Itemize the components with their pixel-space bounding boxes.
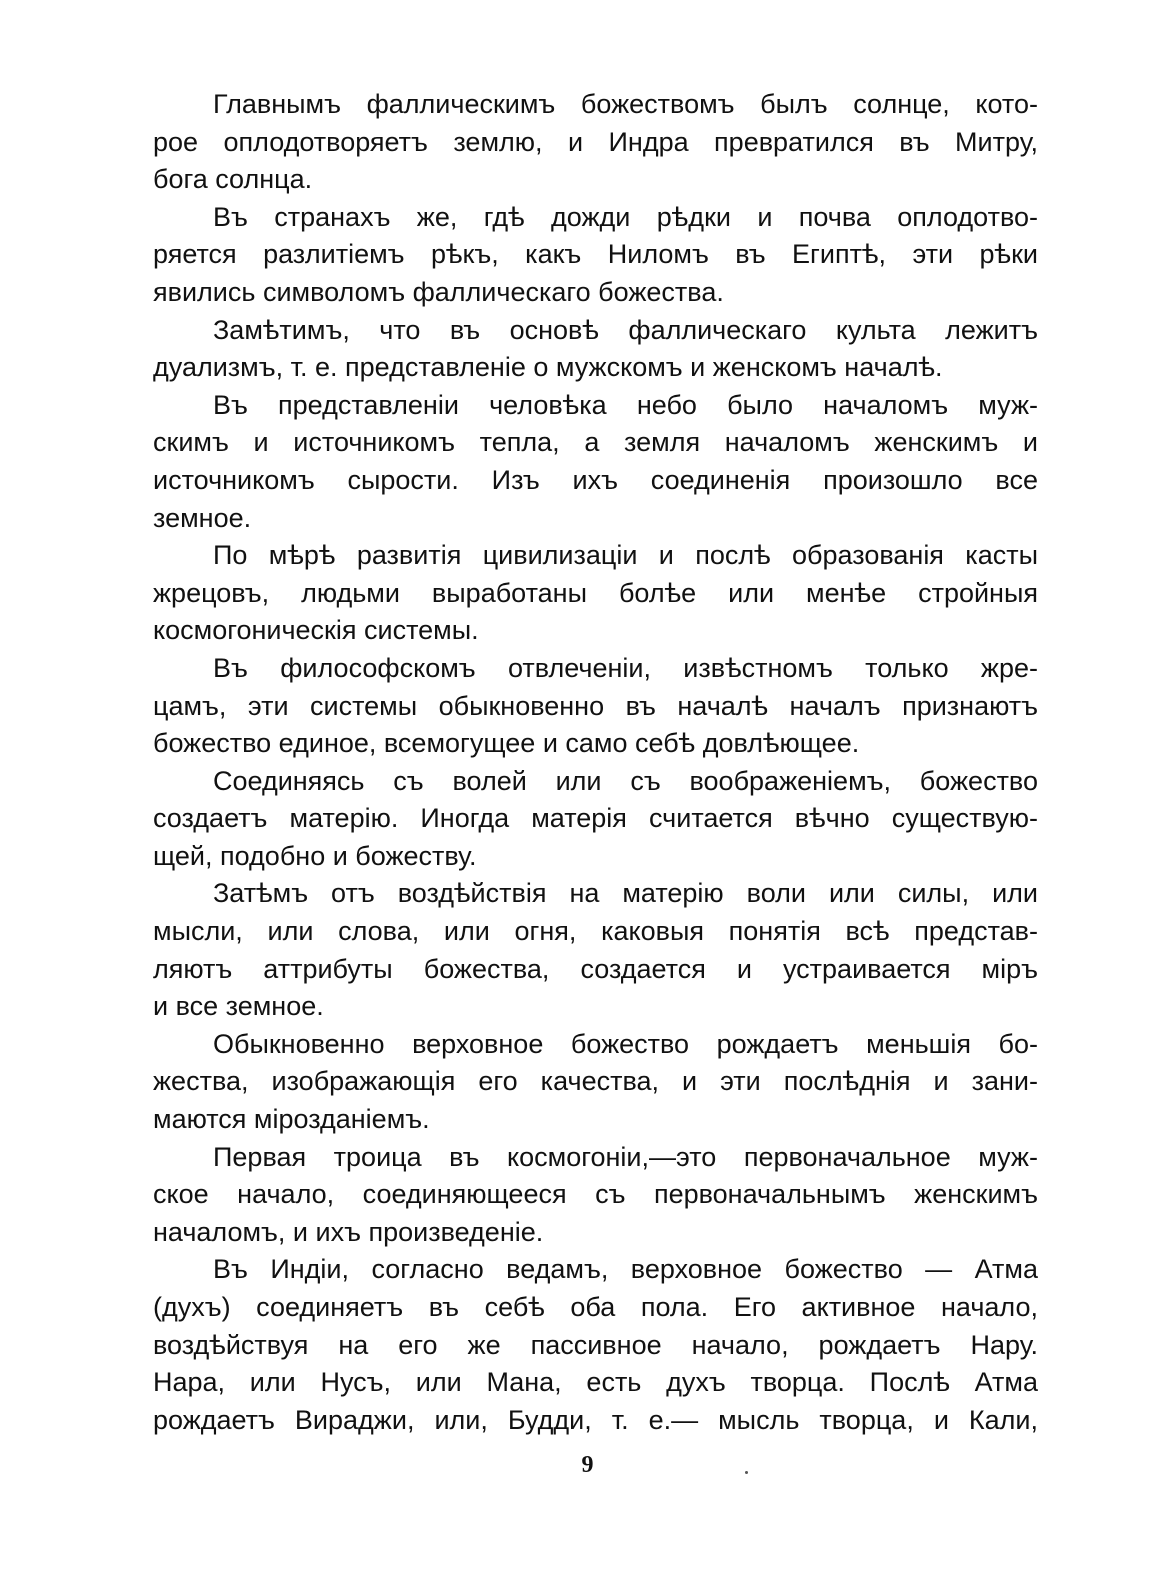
body-text bbox=[153, 86, 1038, 1439]
print-speck bbox=[745, 1471, 748, 1474]
text-line: мысли, или слова, или огня, каковыя понятія всѣ представ- bbox=[153, 916, 1038, 947]
text-line: маются мірозданіемъ. bbox=[153, 1104, 430, 1135]
text-line: рое оплодотворяетъ землю, и Индра превратился въ Митру, bbox=[153, 126, 1038, 157]
text-line: создаетъ матерію. Иногда матерія считается вѣчно существую- bbox=[153, 803, 1038, 834]
page-number: 9 bbox=[581, 1452, 594, 1478]
text-line: ское начало, соединяющееся съ первоначальнымъ женскимъ bbox=[153, 1179, 1038, 1210]
text-line: воздѣйствуя на его же пассивное начало, рождаетъ Нару. bbox=[153, 1329, 1038, 1360]
text-line: рождаетъ Вираджи, или, Будди, т. е.— мысль творца, и Кали, bbox=[153, 1404, 1038, 1435]
text-line: явились символомъ фаллическаго божества. bbox=[153, 276, 724, 307]
text-line: ряется разлитіемъ рѣкъ, какъ Ниломъ въ Египтѣ, эти рѣки bbox=[153, 239, 1038, 270]
text-line: источникомъ сырости. Изъ ихъ соединенія произошло все bbox=[153, 464, 1038, 495]
text-line: (духъ) соединяетъ въ себѣ оба пола. Его активное начало, bbox=[153, 1292, 1038, 1322]
text-line: жрецовъ, людьми выработаны болѣе или менѣе стройныя bbox=[153, 577, 1038, 608]
text-line: щей, подобно и божеству. bbox=[153, 840, 477, 871]
text-line: дуализмъ, т. е. представленіе о мужскомъ и женскомъ началѣ. bbox=[153, 352, 943, 383]
text-line: Затѣмъ отъ воздѣйствія на матерію воли или силы, или bbox=[213, 878, 1038, 909]
text-line: Въ представленіи человѣка небо было началомъ муж- bbox=[213, 389, 1038, 420]
text-line: началомъ, и ихъ произведеніе. bbox=[153, 1216, 544, 1247]
text-line: По мѣрѣ развитія цивилизаціи и послѣ образованія касты bbox=[213, 540, 1038, 571]
text-line: космогоническія системы. bbox=[153, 615, 479, 646]
text-line: Главнымъ фаллическимъ божествомъ былъ солнце, кото- bbox=[213, 89, 1038, 119]
text-line: ляютъ аттрибуты божества, создается и устраивается міръ bbox=[153, 953, 1038, 984]
text-line: Въ Индіи, согласно ведамъ, верховное божество — Атма bbox=[213, 1254, 1038, 1285]
text-line: Обыкновенно верховное божество рождаетъ меньшія бо- bbox=[213, 1028, 1038, 1059]
text-line: земное. bbox=[153, 502, 252, 533]
text-line: скимъ и источникомъ тепла, а земля началомъ женскимъ и bbox=[153, 427, 1038, 458]
text-line: жества, изображающія его качества, и эти послѣднія и зани- bbox=[153, 1066, 1038, 1097]
text-line: бога солнца. bbox=[153, 164, 313, 195]
text-line: Соединяясь съ волей или съ воображеніемъ, божество bbox=[213, 765, 1038, 796]
text-line: Нара, или Нусъ, или Мана, есть духъ творца. Послѣ Атма bbox=[153, 1367, 1038, 1398]
text-line: Первая троица въ космогоніи,—это первоначальное муж- bbox=[213, 1141, 1038, 1172]
text-line: Въ философскомъ отвлеченіи, извѣстномъ только жре- bbox=[213, 652, 1038, 683]
text-line: и все земное. bbox=[153, 991, 324, 1022]
text-line: Замѣтимъ, что въ основѣ фаллическаго культа лежитъ bbox=[213, 314, 1038, 345]
text-line: Въ странахъ же, гдѣ дожди рѣдки и почва оплодотво- bbox=[213, 201, 1038, 232]
text-line: цамъ, эти системы обыкновенно въ началѣ началъ признаютъ bbox=[153, 690, 1038, 721]
text-line: божество единое, всемогущее и само себѣ довлѣющее. bbox=[153, 728, 860, 759]
